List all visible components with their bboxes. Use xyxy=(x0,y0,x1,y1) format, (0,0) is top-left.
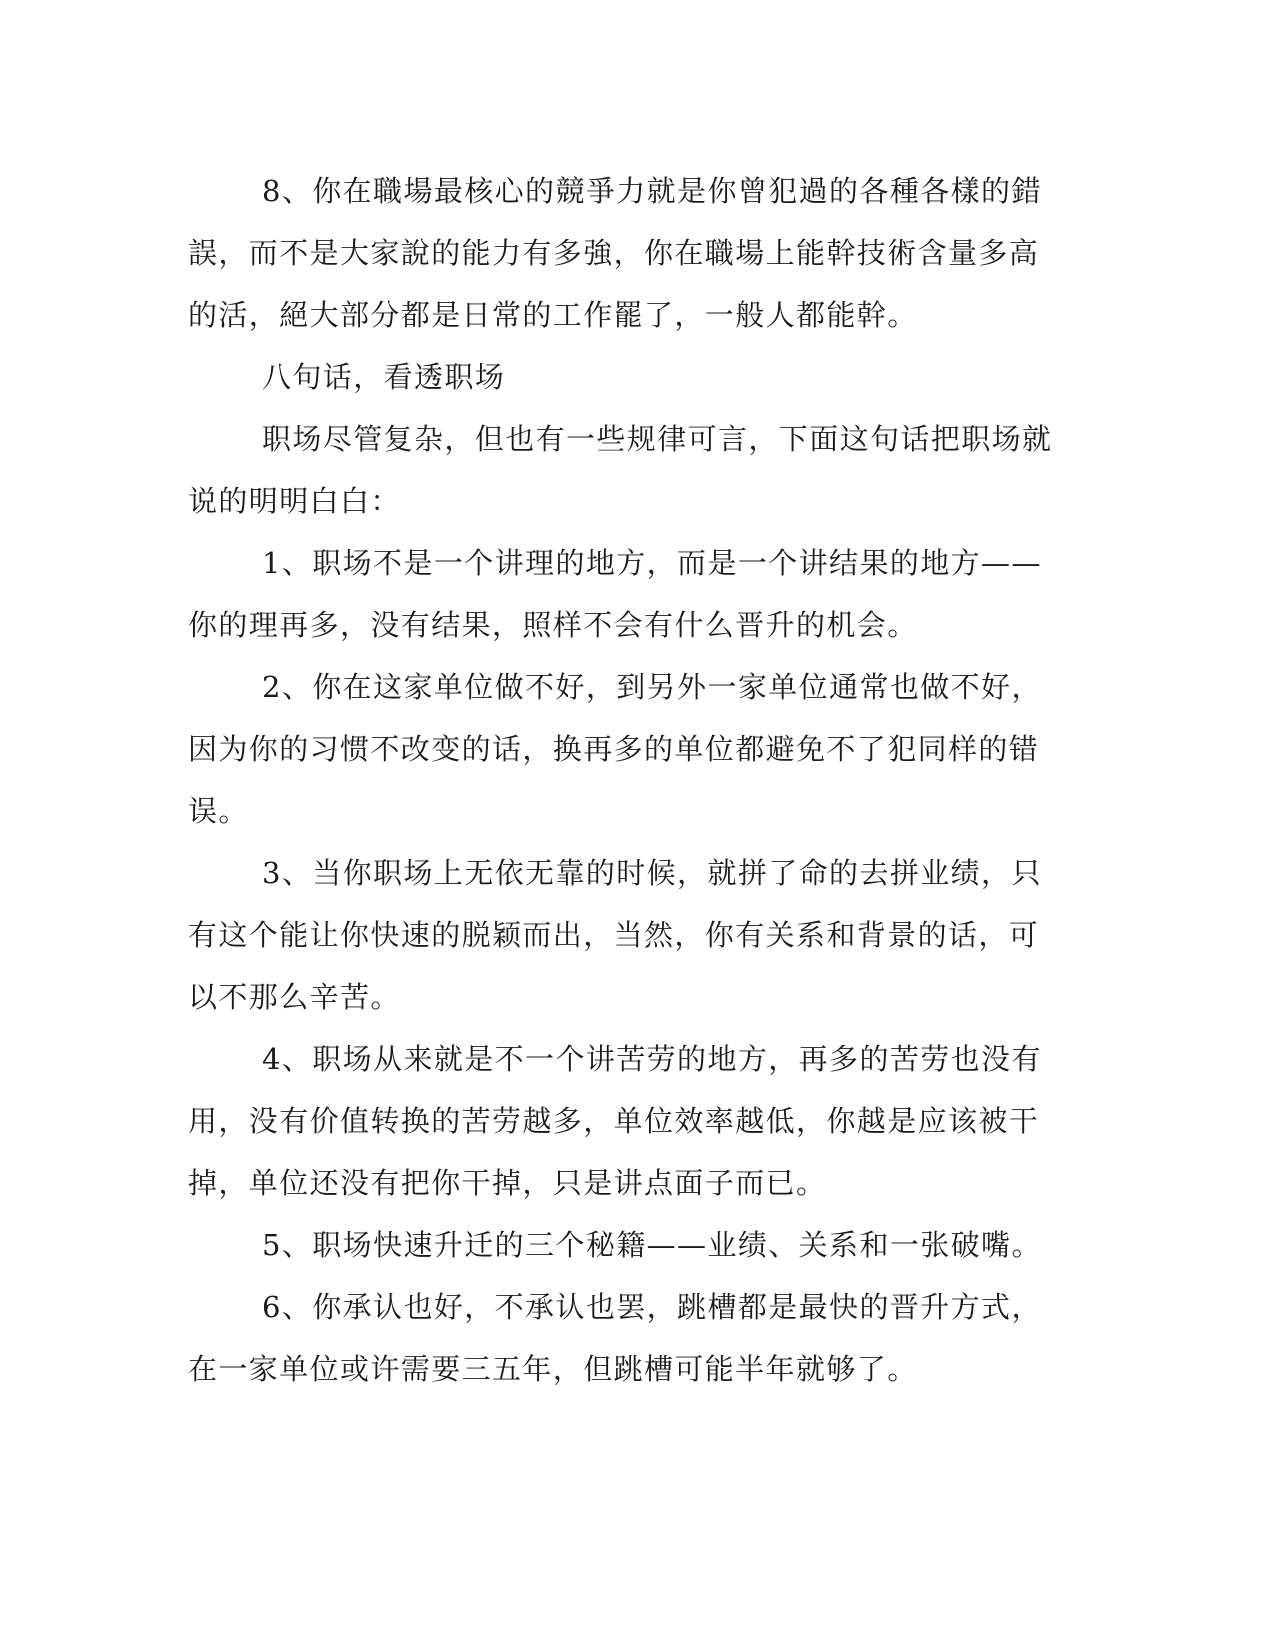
paragraph-item-1: 1、职场不是一个讲理的地方，而是一个讲结果的地方——你的理再多，没有结果，照样不会有什么晋升的机会。 xyxy=(188,546,1042,642)
paragraph-item-6: 6、你承认也好，不承认也罢，跳槽都是最快的晋升方式，在一家单位或许需要三五年，但跳槽可能半年就够了。 xyxy=(188,1290,1042,1386)
paragraph-item-2: 2、你在这家单位做不好，到另外一家单位通常也做不好，因为你的习惯不改变的话，换再多的单位都避免不了犯同样的错误。 xyxy=(188,670,1042,828)
paragraph-item-4: 4、职场从来就是不一个讲苦劳的地方，再多的苦劳也没有用，没有价值转换的苦劳越多，单位效率越低，你越是应该被干掉，单位还没有把你干掉，只是讲点面子而已。 xyxy=(188,1042,1042,1200)
paragraph-item-5: 5、职场快速升迁的三个秘籍——业绩、关系和一张破嘴。 xyxy=(262,1228,1042,1262)
section-heading: 八句话，看透职场 xyxy=(262,360,506,394)
document-body xyxy=(188,160,1068,1400)
paragraph-item-8-errors: 8、你在職場最核心的競爭力就是你曾犯過的各種各樣的錯誤，而不是大家說的能力有多強，你在職場上能幹技術含量多高的活，絕大部分都是日常的工作罷了，一般人都能幹。 xyxy=(188,174,1042,332)
paragraph-item-3: 3、当你职场上无依无靠的时候，就拼了命的去拼业绩，只有这个能让你快速的脱颖而出，当然，你有关系和背景的话，可以不那么辛苦。 xyxy=(188,856,1042,1014)
paragraph-intro: 职场尽管复杂，但也有一些规律可言，下面这句话把职场就说的明明白白： xyxy=(188,422,1053,518)
